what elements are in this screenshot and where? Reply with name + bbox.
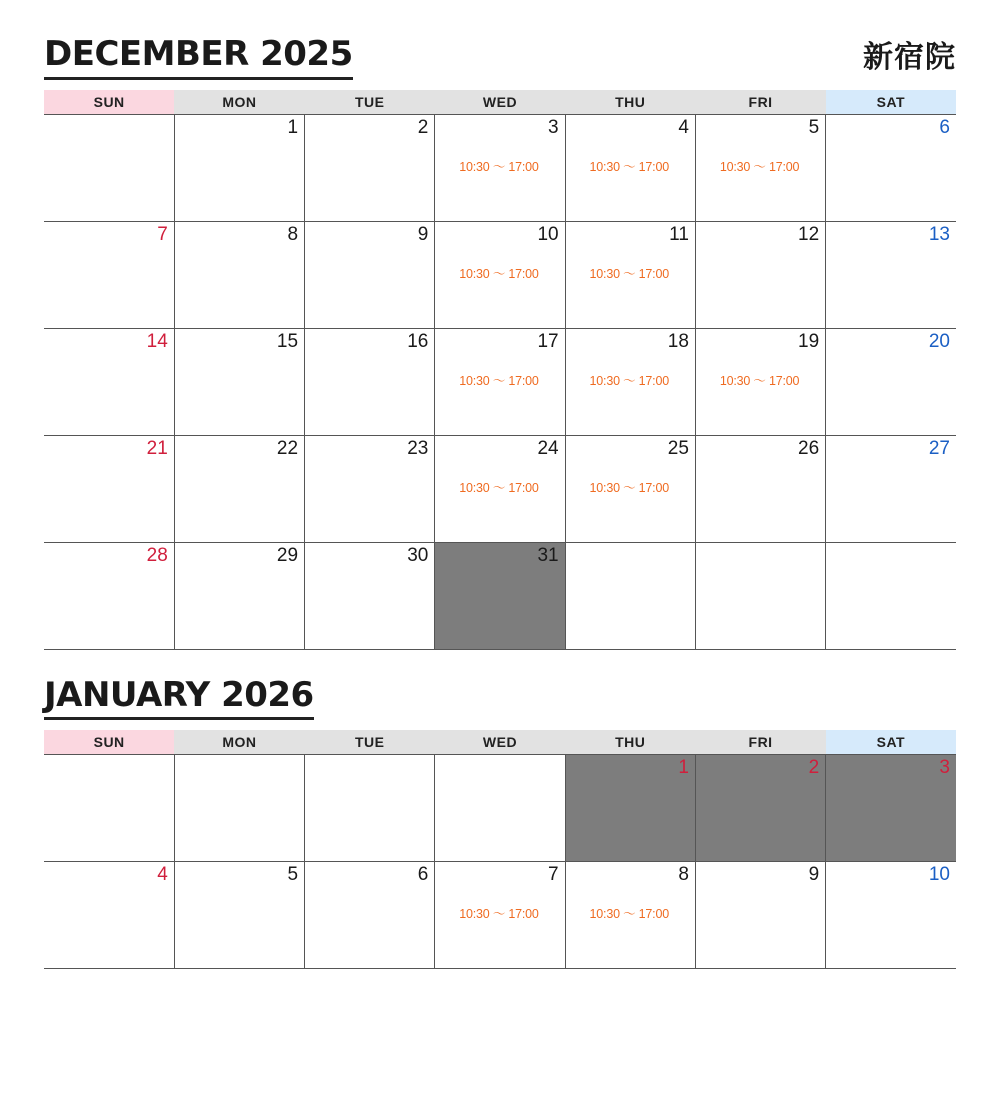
day-number: 5: [808, 116, 820, 138]
calendar-week-row: [44, 754, 956, 861]
calendar-table-january: [44, 730, 956, 969]
month-title-january: JANUARY 2026: [44, 678, 314, 721]
day-number: 17: [537, 330, 559, 352]
weekday-header-tue: TUE: [305, 90, 435, 114]
day-number: 25: [667, 437, 689, 459]
calendar-day-cell: [826, 114, 956, 221]
day-hours: 10:30 〜 17:00: [589, 480, 669, 495]
calendar-week-row: [44, 328, 956, 435]
weekday-header-sun: SUN: [44, 730, 174, 754]
calendar-day-cell: [44, 114, 174, 221]
calendar-day-cell: [695, 542, 825, 649]
calendar-day-cell: [44, 542, 174, 649]
calendar-day-cell: [826, 542, 956, 649]
calendar-day-cell: [435, 435, 565, 542]
calendar-day-cell: [565, 221, 695, 328]
calendar-day-cell: [44, 435, 174, 542]
day-number: 27: [928, 437, 950, 459]
day-number: 29: [276, 544, 299, 566]
calendar-day-cell: [435, 328, 565, 435]
calendar-day-cell: [305, 754, 435, 861]
calendar-day-cell: [565, 114, 695, 221]
weekday-header-sun: SUN: [44, 90, 174, 114]
calendar-day-cell: [305, 221, 435, 328]
month-title-december: DECEMBER 2025: [44, 37, 353, 80]
day-hours: 10:30 〜 17:00: [459, 480, 539, 495]
day-number: 20: [928, 330, 950, 352]
day-number: 6: [417, 863, 429, 885]
weekday-header-sat: SAT: [826, 730, 956, 754]
day-number: 22: [276, 437, 299, 459]
calendar-day-cell: [695, 435, 825, 542]
calendar-day-cell: [826, 328, 956, 435]
weekday-header-wed: WED: [435, 730, 565, 754]
day-number: 21: [146, 437, 168, 459]
day-number: 4: [678, 116, 689, 138]
day-hours: 10:30 〜 17:00: [459, 266, 539, 281]
day-number: 3: [548, 116, 559, 138]
calendar-day-cell: [435, 221, 565, 328]
day-number: 19: [798, 330, 820, 352]
day-number: 4: [157, 863, 168, 885]
day-hours: 10:30 〜 17:00: [719, 373, 800, 388]
weekday-header-sat: SAT: [826, 90, 956, 114]
day-number: 5: [287, 863, 299, 885]
day-number: 28: [146, 544, 168, 566]
day-number: 16: [407, 330, 429, 352]
day-number: 9: [808, 863, 820, 885]
calendar-day-cell: [695, 328, 825, 435]
calendar-day-cell: [174, 754, 304, 861]
day-number: 1: [287, 116, 299, 138]
day-number: 26: [798, 437, 820, 459]
day-hours: 10:30 〜 17:00: [459, 906, 539, 921]
weekday-header-fri: FRI: [695, 90, 825, 114]
calendar-week-row: [44, 221, 956, 328]
day-number: 11: [669, 223, 689, 245]
calendar-day-cell: [44, 328, 174, 435]
day-number: 7: [157, 223, 168, 245]
calendar-day-cell: [565, 861, 695, 968]
calendar-week-row: [44, 861, 956, 968]
calendar-day-cell: [695, 221, 825, 328]
calendar-day-cell: [44, 221, 174, 328]
calendar-day-cell: [174, 114, 304, 221]
calendar-week-row: [44, 435, 956, 542]
day-hours: 10:30 〜 17:00: [589, 159, 669, 174]
day-number: 6: [939, 116, 950, 138]
calendar-table-december: [44, 90, 956, 650]
calendar-body-january: [44, 754, 956, 968]
day-number: 8: [678, 863, 689, 885]
calendar-day-cell-closed: [826, 754, 956, 861]
calendar-week-row: [44, 542, 956, 649]
calendar-day-cell: [305, 435, 435, 542]
month-block-january: [0, 650, 1000, 969]
day-hours: 10:30 〜 17:00: [589, 373, 669, 388]
calendar-day-cell: [44, 861, 174, 968]
day-number: 23: [407, 437, 429, 459]
day-number: 8: [287, 223, 299, 245]
calendar-day-cell: [695, 114, 825, 221]
day-hours: 10:30 〜 17:00: [459, 159, 539, 174]
day-number: 10: [537, 223, 559, 245]
calendar-day-cell: [305, 861, 435, 968]
clinic-name: 新宿院: [863, 40, 956, 75]
weekday-header-row-december: [44, 90, 956, 114]
weekday-header-fri: FRI: [695, 730, 825, 754]
calendar-day-cell: [435, 861, 565, 968]
month-header-january: [44, 674, 956, 721]
calendar-day-cell: [565, 328, 695, 435]
weekday-header-row-january: [44, 730, 956, 754]
calendar-day-cell: [174, 221, 304, 328]
calendar-day-cell: [305, 328, 435, 435]
calendar-day-cell: [305, 542, 435, 649]
day-hours: 10:30 〜 17:00: [719, 159, 800, 174]
weekday-header-wed: WED: [435, 90, 565, 114]
calendar-day-cell: [174, 542, 304, 649]
day-hours: 10:30 〜 17:00: [589, 266, 669, 281]
day-number: 18: [667, 330, 689, 352]
day-number: 1: [678, 756, 689, 778]
day-number: 7: [548, 863, 559, 885]
day-number: 10: [928, 863, 950, 885]
calendar-day-cell: [565, 542, 695, 649]
calendar-day-cell-closed: [695, 754, 825, 861]
day-number: 14: [146, 330, 168, 352]
day-hours: 10:30 〜 17:00: [589, 906, 669, 921]
calendar-day-cell: [435, 114, 565, 221]
calendar-day-cell: [174, 435, 304, 542]
calendar-day-cell: [174, 328, 304, 435]
calendar-day-cell: [826, 221, 956, 328]
calendar-day-cell: [826, 861, 956, 968]
weekday-header-mon: MON: [174, 90, 304, 114]
weekday-header-tue: TUE: [305, 730, 435, 754]
day-number: 13: [928, 223, 950, 245]
calendar-day-cell: [305, 114, 435, 221]
weekday-header-thu: THU: [565, 90, 695, 114]
calendar-day-cell: [435, 754, 565, 861]
calendar-day-cell: [826, 435, 956, 542]
day-number: 24: [537, 437, 559, 459]
day-number: 9: [417, 223, 429, 245]
calendar-day-cell-closed: [565, 754, 695, 861]
day-number: 15: [276, 330, 299, 352]
calendar-week-row: [44, 114, 956, 221]
weekday-header-thu: THU: [565, 730, 695, 754]
day-number: 31: [537, 544, 559, 566]
calendar-day-cell-closed: [435, 542, 565, 649]
day-number: 30: [407, 544, 429, 566]
month-header-december: [44, 32, 956, 80]
day-number: 3: [939, 756, 950, 778]
day-number: 12: [798, 223, 820, 245]
calendar-day-cell: [44, 754, 174, 861]
day-hours: 10:30 〜 17:00: [459, 373, 539, 388]
calendar-day-cell: [565, 435, 695, 542]
calendar-day-cell: [695, 861, 825, 968]
day-number: 2: [417, 116, 429, 138]
calendar-day-cell: [174, 861, 304, 968]
calendar-body-december: [44, 114, 956, 649]
day-number: 2: [808, 756, 820, 778]
weekday-header-mon: MON: [174, 730, 304, 754]
